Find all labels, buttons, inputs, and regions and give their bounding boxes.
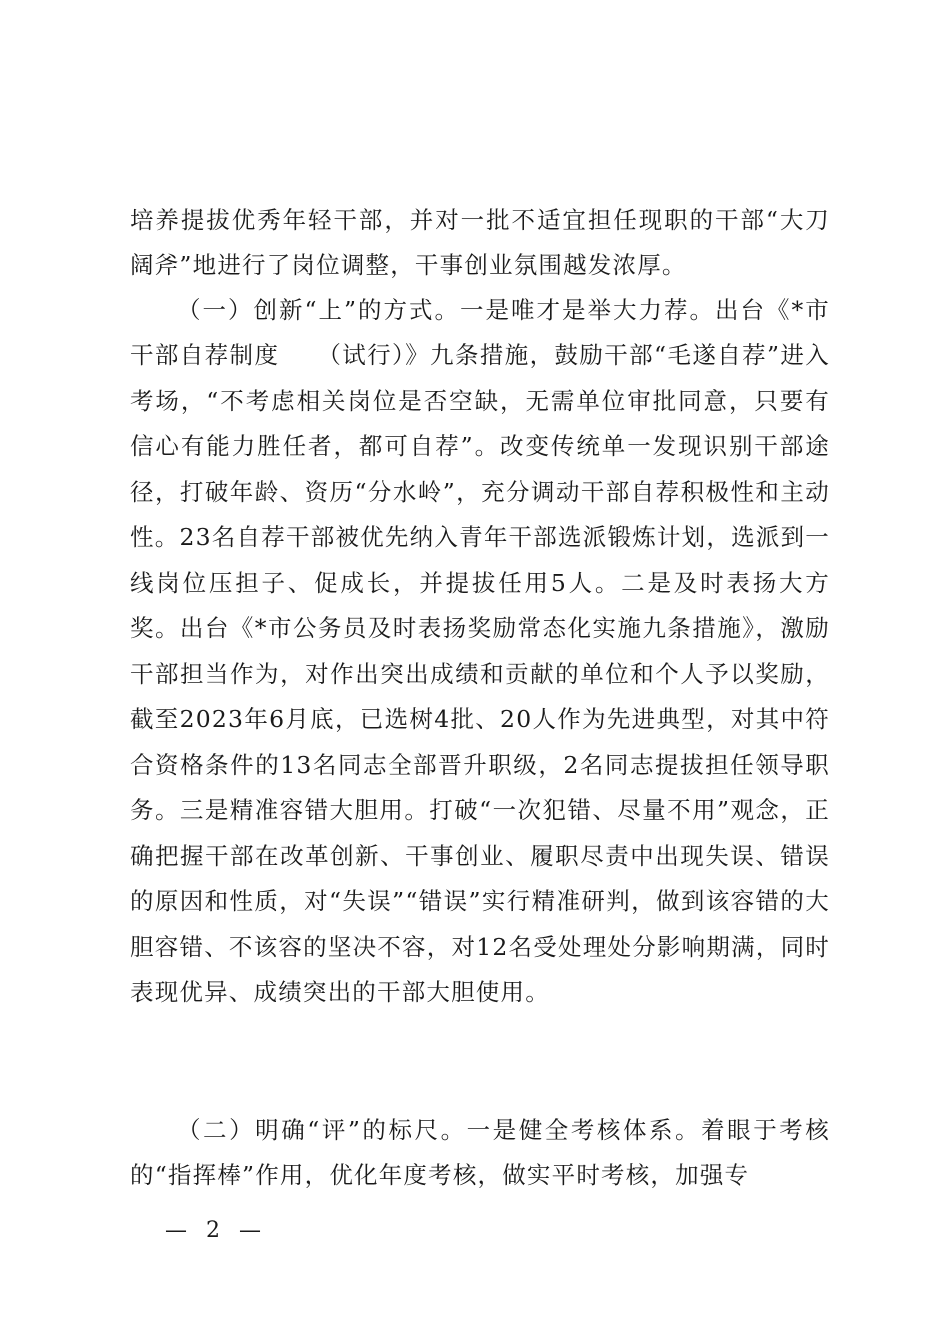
paragraph-section-two: （二）明确“评”的标尺。一是健全考核体系。着眼于考核的“指挥棒”作用，优化年度考核，做实平时考核，加强专 [130, 1115, 830, 1189]
page-number: — 2 — [165, 1218, 267, 1243]
paragraph-section-one: （一）创新“上”的方式。一是唯才是举大力荐。出台《*市干部自荐制度 （试行）》九条措施，鼓励干部“毛遂自荐”进入考场，“不考虑相关岗位是否空缺，无需单位审批同意，只要有信心有能力胜任者，都可自荐”。改变传统单一发现识别干部途径，打破年龄、资历“分水岭”，充分调动干部自荐积极性和主动性。23名自荐干部被优先纳入青年干部选派锻炼计划，选派到一线岗位压担子、促成长，并提拔任用5人。二是及时表扬大方奖。出台《*市公务员及时表扬奖励常态化实施九条措施》，激励干部担当作为，对作出突出成绩和贡献的单位和个人予以奖励，截至2023年6月底，已选树4批、20人作为先进典型，对其中符合资格条件的13名同志全部晋升职级，2名同志提拔担任领导职务。三是精准容错大胆用。打破“一次犯错、尽量不用”观念，正确把握干部在改革创新、干事创业、履职尽责中出现失误、错误的原因和性质，对“失误”“错误”实行精准研判，做到该容错的大胆容错、不该容的坚决不容，对12名受处理处分影响期满，同时表现优异、成绩突出的干部大胆使用。 [130, 295, 830, 1006]
paragraph-intro-continuation: 培养提拔优秀年轻干部，并对一批不适宜担任现职的干部“大刀阔斧”地进行了岗位调整，干事创业氛围越发浓厚。 [130, 205, 830, 279]
